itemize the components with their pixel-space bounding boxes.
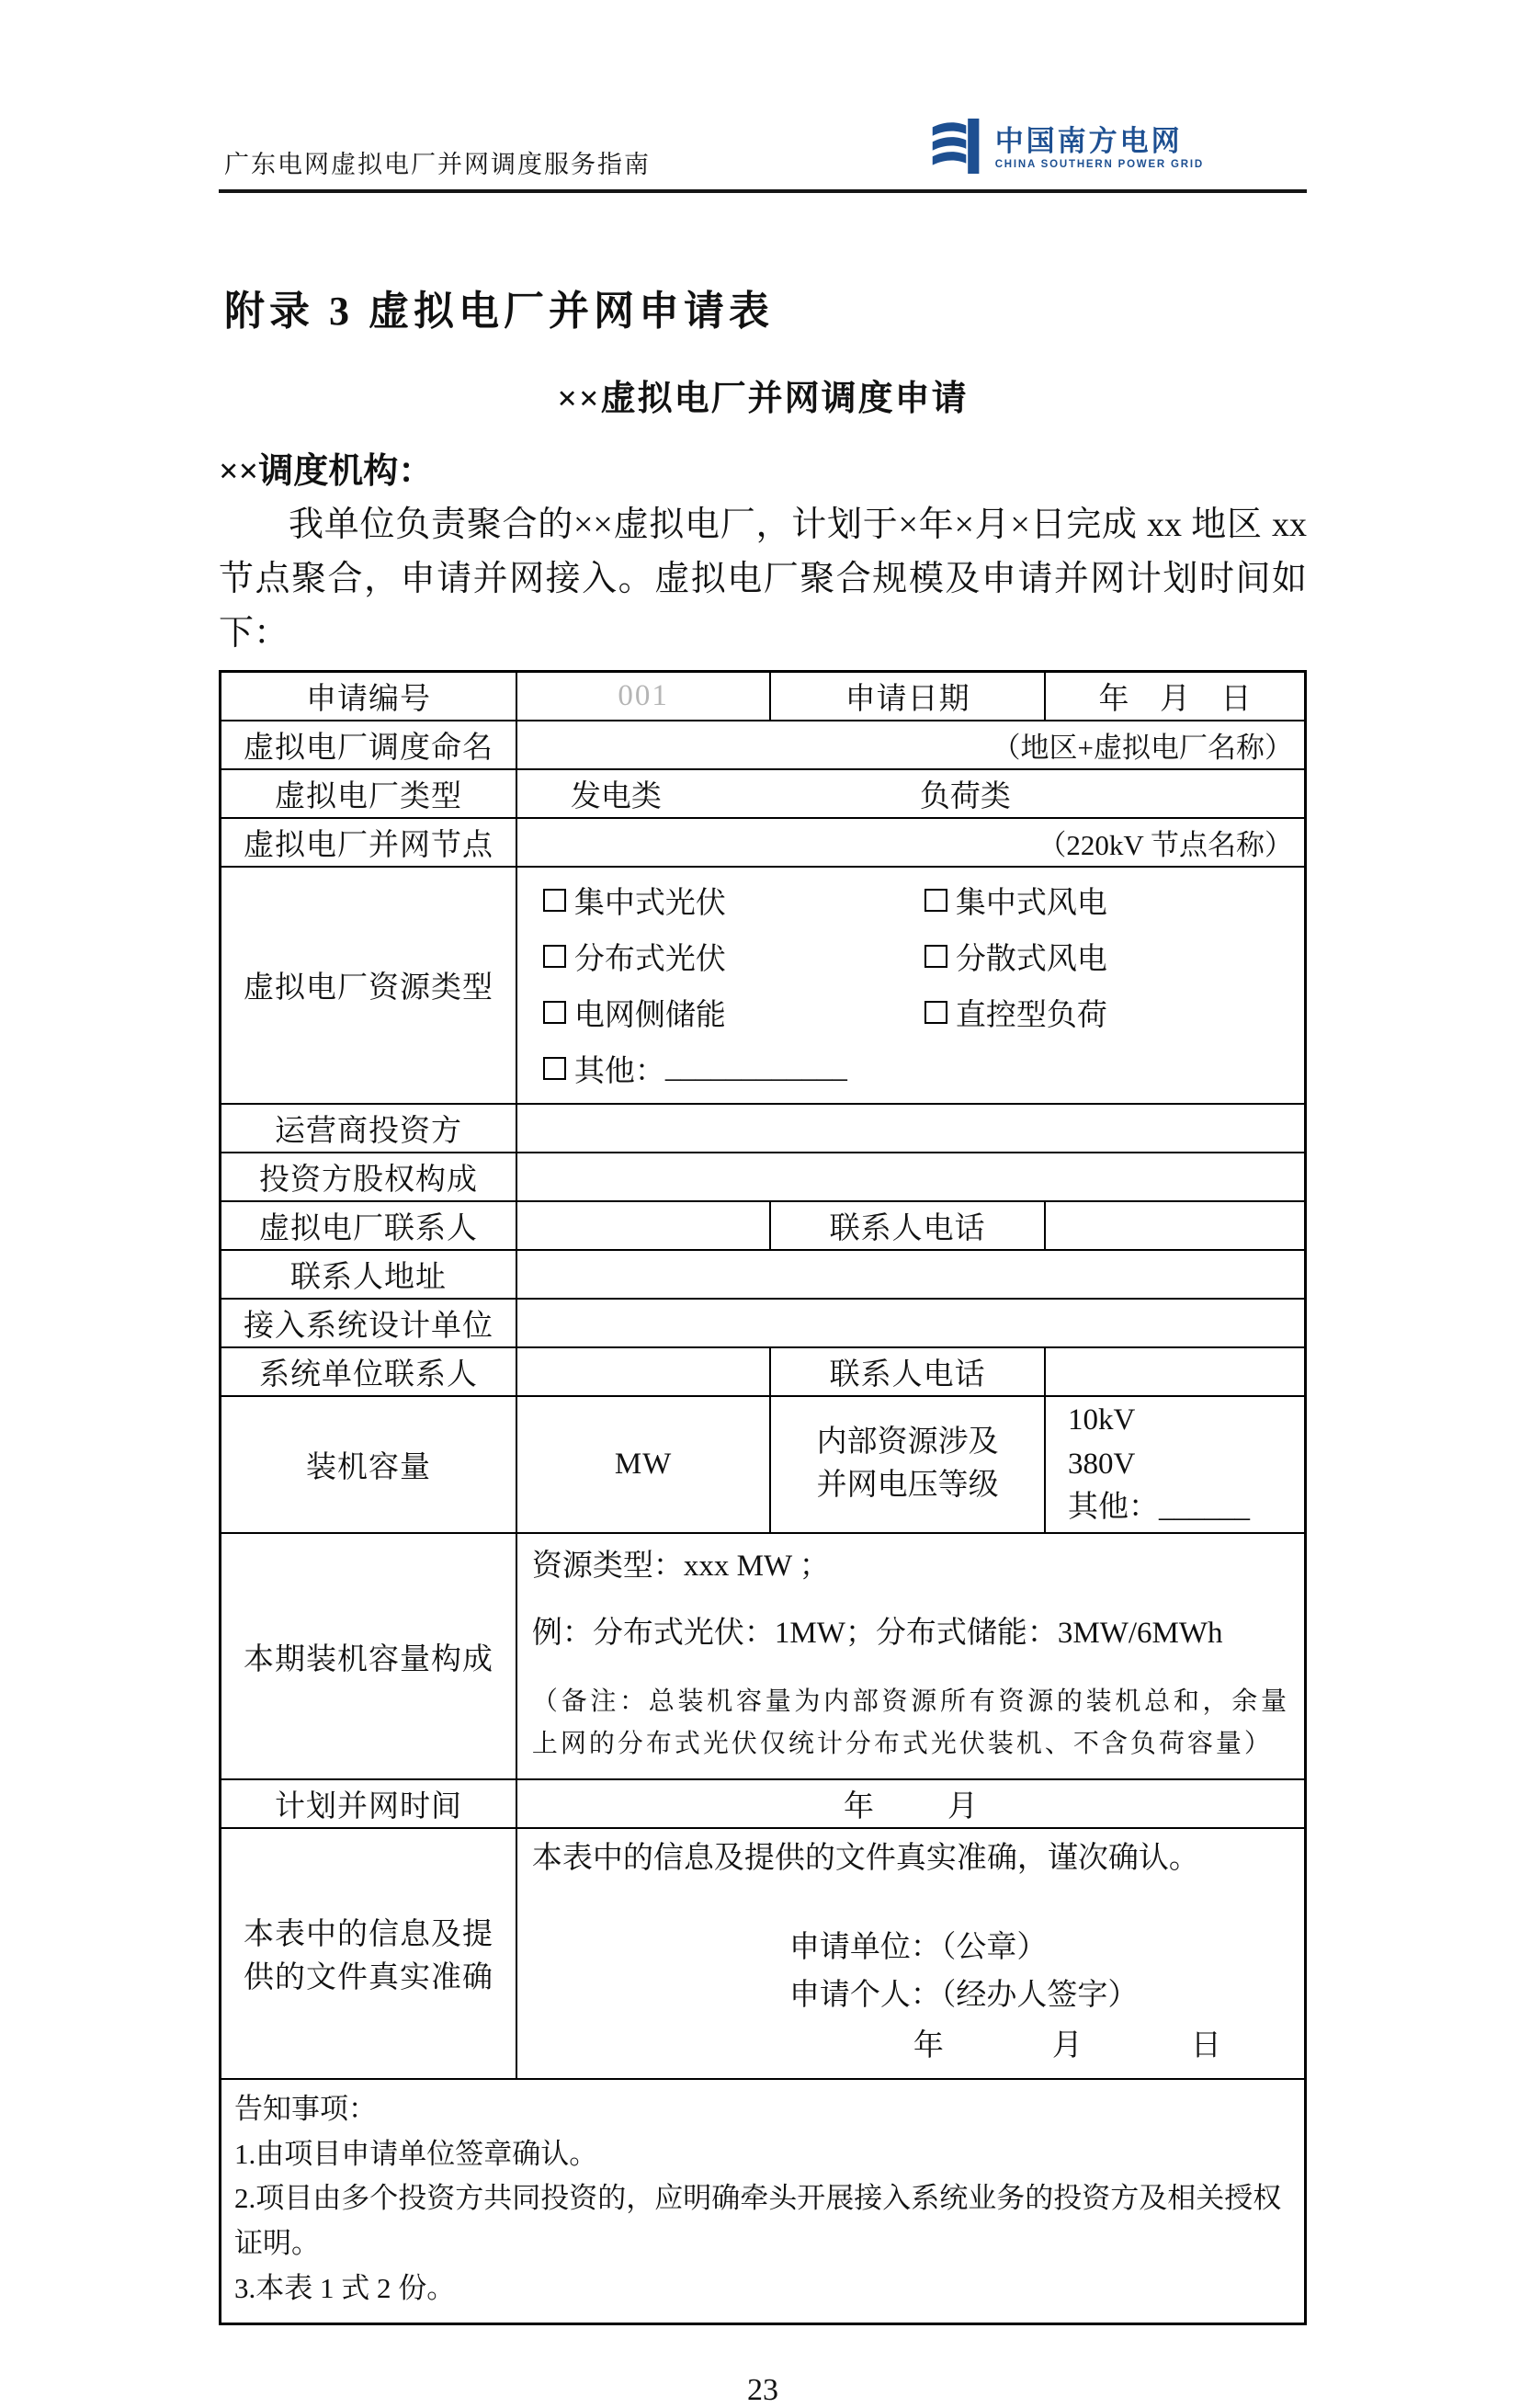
design-unit-value <box>516 1299 1306 1347</box>
confirmation-unit-line: 申请单位：（公章） <box>788 1930 1048 1964</box>
system-contact-value <box>516 1347 770 1396</box>
checkbox-label: 直控型负荷 <box>955 998 1107 1032</box>
confirmation-label: 本表中的信息及提供的文件真实准确 <box>221 1828 516 2078</box>
grid-node-hint: （220kV 节点名称） <box>516 818 1306 867</box>
notice-item-3: 3.本表 1 式 2 份。 <box>234 2272 456 2305</box>
table-row-contact-address <box>221 1250 1306 1299</box>
date-year-label: 年 <box>1098 682 1129 716</box>
checkbox-option <box>924 991 1295 1034</box>
plant-type-label: 虚拟电厂类型 <box>221 769 516 818</box>
contact-address-value <box>516 1250 1306 1299</box>
application-no-label: 申请编号 <box>221 671 516 721</box>
capacity-composition-content <box>516 1533 1306 1779</box>
resource-type-options <box>516 867 1306 1104</box>
table-row-resource-type <box>221 867 1306 1104</box>
table-row-notice <box>221 2079 1306 2324</box>
checkbox-label: 集中式光伏 <box>573 886 726 920</box>
checkbox-icon <box>543 1001 566 1024</box>
voltage-level-options <box>1045 1396 1305 1534</box>
dispatch-name-label: 虚拟电厂调度命名 <box>221 721 516 769</box>
plant-contact-value <box>516 1201 770 1250</box>
checkbox-option <box>924 935 1295 978</box>
table-row-grid-node <box>221 818 1306 867</box>
voltage-level-label <box>770 1396 1045 1534</box>
date-day-label: 日 <box>1220 682 1252 716</box>
voltage-label-line2: 并网电压等级 <box>816 1469 999 1503</box>
fill-in-blank: ______ <box>1159 1491 1251 1525</box>
composition-note: （备注：总装机容量为内部资源所有资源的装机总和，余量上网的分布式光伏仅统计分布式光伏装机、不含负荷容量） <box>531 1687 1289 1759</box>
dispatch-name-hint: （地区+虚拟电厂名称） <box>516 721 1306 769</box>
capacity-composition-label: 本期装机容量构成 <box>221 1533 516 1779</box>
plant-contact-phone-label: 联系人电话 <box>770 1201 1045 1250</box>
equity-label: 投资方股权构成 <box>221 1153 516 1201</box>
checkbox-option-other <box>543 1047 1295 1090</box>
application-date-label: 申请日期 <box>770 671 1045 721</box>
application-no-value: 001 <box>516 671 770 721</box>
confirmation-statement: 本表中的信息及提供的文件真实准确，谨次确认。 <box>531 1842 1199 1876</box>
equity-value <box>516 1153 1306 1201</box>
csg-logo-english: CHINA SOUTHERN POWER GRID <box>994 158 1204 170</box>
page-number: 23 <box>747 2373 778 2408</box>
other-option-label: 其他： <box>573 1054 665 1088</box>
operator-investor-label: 运营商投资方 <box>221 1104 516 1153</box>
csg-logo-wordmark <box>994 124 1204 171</box>
checkbox-label: 集中式风电 <box>955 886 1107 920</box>
voltage-option-380v: 380V <box>1068 1447 1136 1481</box>
checkbox-option <box>924 879 1295 922</box>
confirm-date-year: 年 <box>913 2029 944 2062</box>
plant-type-option-load: 负荷类 <box>919 779 1011 813</box>
operator-investor-value <box>516 1104 1306 1153</box>
checkbox-icon <box>924 1001 947 1024</box>
appendix-title: 附录 3 虚拟电厂并网申请表 <box>224 289 774 334</box>
intro-paragraph: 我单位负责聚合的××虚拟电厂，计划于×年×月×日完成 xx 地区 xx 节点聚合，申请并网接入。虚拟电厂聚合规模及申请并网计划时间如下： <box>219 505 1307 653</box>
notice-item-2: 2.项目由多个投资方共同投资的，应明确牵头开展接入系统业务的投资方及相关授权证明。 <box>234 2182 1282 2260</box>
composition-line1: 资源类型：xxx MW ； <box>531 1550 830 1584</box>
salutation: ××调度机构： <box>219 452 434 491</box>
header-divider <box>219 189 1307 193</box>
date-month-label: 月 <box>1160 682 1190 716</box>
plant-type-options <box>516 769 1306 818</box>
table-row-capacity <box>221 1396 1306 1534</box>
voltage-option-10kv: 10kV <box>1068 1403 1136 1437</box>
table-row-operator-investor <box>221 1104 1306 1153</box>
table-row-plant-type <box>221 769 1306 818</box>
checkbox-option <box>543 935 924 978</box>
table-row-capacity-composition <box>221 1533 1306 1779</box>
notice-item-1: 1.由项目申请单位签章确认。 <box>234 2137 598 2170</box>
notice-content <box>221 2079 1306 2324</box>
confirmation-content <box>516 1828 1306 2078</box>
system-contact-phone-label: 联系人电话 <box>770 1347 1045 1396</box>
design-unit-label: 接入系统设计单位 <box>221 1299 516 1347</box>
fill-in-blank: ____________ <box>664 1051 847 1085</box>
csg-logo-icon <box>929 119 984 178</box>
plant-contact-phone-value <box>1045 1201 1305 1250</box>
checkbox-option <box>543 991 924 1034</box>
checkbox-icon <box>543 1057 566 1080</box>
confirm-date-day: 日 <box>1190 2029 1221 2062</box>
voltage-option-other <box>1068 1486 1295 1530</box>
document-header-title: 广东电网虚拟电厂并网调度服务指南 <box>224 151 651 178</box>
table-row-dispatch-name <box>221 721 1306 769</box>
table-row-plant-contact <box>221 1201 1306 1250</box>
capacity-unit: MW <box>516 1396 770 1534</box>
checkbox-icon <box>543 889 566 912</box>
table-row-confirmation <box>221 1828 1306 2078</box>
csg-logo <box>929 119 1204 178</box>
table-row-equity <box>221 1153 1306 1201</box>
checkbox-icon <box>924 889 947 912</box>
table-row-system-contact <box>221 1347 1306 1396</box>
csg-logo-chinese: 中国南方电网 <box>994 124 1183 157</box>
confirm-date-month: 月 <box>1051 2029 1083 2062</box>
system-contact-phone-value <box>1045 1347 1305 1396</box>
checkbox-label: 电网侧储能 <box>573 998 726 1032</box>
grid-node-label: 虚拟电厂并网节点 <box>221 818 516 867</box>
composition-line2: 例：分布式光伏：1MW；分布式储能：3MW/6MWh <box>531 1617 1223 1651</box>
voltage-other-label: 其他： <box>1068 1491 1160 1525</box>
voltage-label-line1: 内部资源涉及 <box>816 1425 999 1459</box>
checkbox-icon <box>924 945 947 968</box>
checkbox-label: 分散式风电 <box>955 942 1107 976</box>
resource-type-label: 虚拟电厂资源类型 <box>221 867 516 1104</box>
table-row-planned-time <box>221 1779 1306 1828</box>
application-form-table <box>219 670 1307 2326</box>
table-row-design-unit <box>221 1299 1306 1347</box>
form-subtitle: ××虚拟电厂并网调度申请 <box>557 380 969 418</box>
page-header <box>219 124 1307 184</box>
checkbox-option <box>543 879 924 922</box>
checkbox-icon <box>543 945 566 968</box>
confirmation-person-line: 申请个人：（经办人签字） <box>788 1979 1139 2013</box>
planned-month-label: 月 <box>947 1790 978 1824</box>
system-contact-label: 系统单位联系人 <box>221 1347 516 1396</box>
contact-address-label: 联系人地址 <box>221 1250 516 1299</box>
plant-type-option-generation: 发电类 <box>570 779 662 813</box>
plant-contact-label: 虚拟电厂联系人 <box>221 1201 516 1250</box>
checkbox-label: 分布式光伏 <box>573 942 726 976</box>
planned-time-value <box>516 1779 1306 1828</box>
table-row-application-no <box>221 671 1306 721</box>
notice-heading: 告知事项： <box>234 2092 377 2125</box>
planned-year-label: 年 <box>843 1790 874 1824</box>
capacity-label: 装机容量 <box>221 1396 516 1534</box>
application-date-value <box>1045 671 1305 721</box>
planned-time-label: 计划并网时间 <box>221 1779 516 1828</box>
confirmation-date-line <box>532 2026 1289 2067</box>
